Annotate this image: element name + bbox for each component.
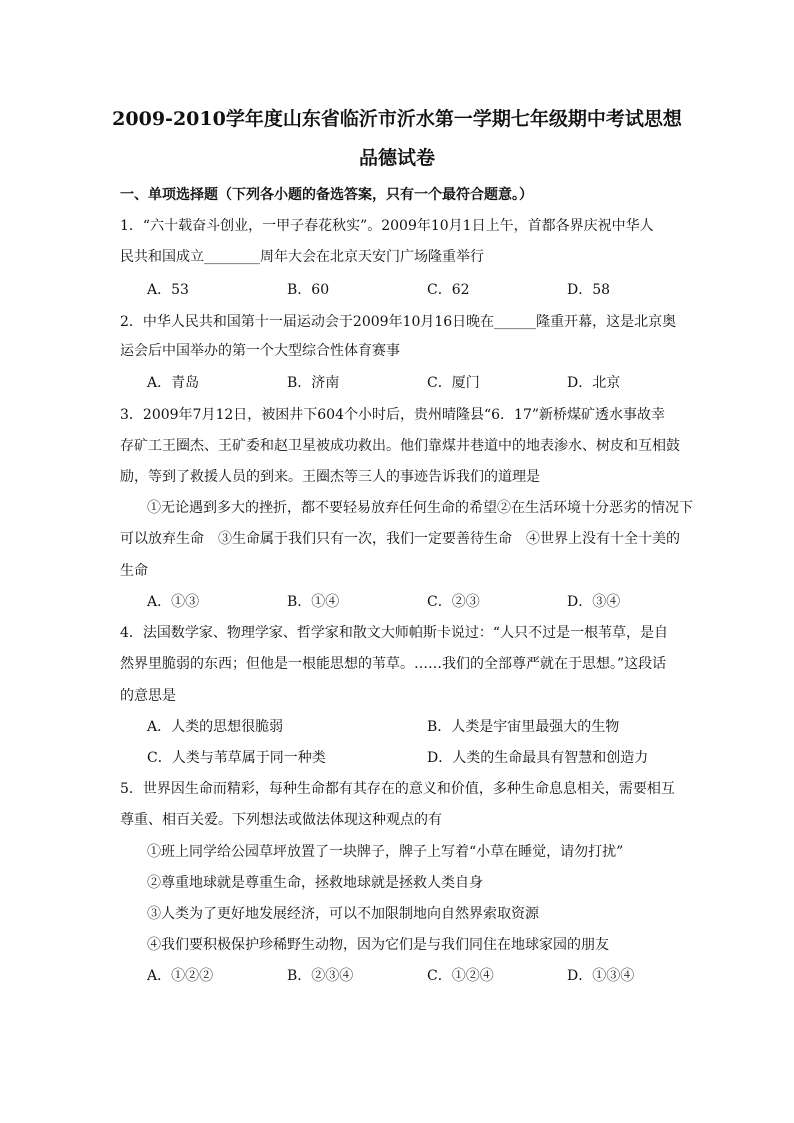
q5-stem-line: 尊重、相百关爱。下列想法或做法体现这种观点的有 — [120, 812, 442, 828]
q5-statement-line: ①班上同学给公园草坪放置了一块牌子，牌子上写着“小草在睡觉，请勿打扰” — [147, 844, 624, 860]
q1-option-a: A．53 — [147, 282, 189, 298]
q4-option-d: D．人类的生命最具有智慧和创造力 — [427, 750, 649, 766]
q5-option-d: D．①③④ — [567, 968, 635, 984]
q4-stem-line: 然界里脆弱的东西；但他是一根能思想的苇草。……我们的全部尊严就在于思想。”这段话 — [120, 656, 667, 672]
q1-stem-line: 1．“六十载奋斗创业，一甲子春花秋实”。2009年10月1日上午，首都各界庆祝中华人 — [120, 218, 654, 234]
q5-statement-line: ②尊重地球就是尊重生命，拯救地球就是拯救人类自身 — [147, 875, 483, 891]
q3-statement-line: 生命 — [120, 563, 148, 579]
section-heading: 一、单项选择题（下列各小题的备选答案，只有一个最符合题意。） — [120, 187, 533, 203]
q3-stem-line: 3．2009年7月12日，被困井下604个小时后，贵州晴隆县“6．17”新桥煤矿透水事故幸 — [120, 407, 666, 423]
q3-statement-line: 可以放弃生命 ③生命属于我们只有一次，我们一定要善待生命 ④世界上没有十全十美的 — [120, 531, 680, 547]
q5-stem-line: 5．世界因生命而精彩，每种生命都有其存在的意义和价值，多种生命息息相关，需要相互 — [120, 781, 675, 797]
q2-option-b: B．济南 — [287, 375, 340, 391]
q3-option-d: D．③④ — [567, 594, 621, 610]
q1-stem-line: 民共和国成立________周年大会在北京天安门广场隆重举行 — [120, 249, 484, 265]
q5-statement-line: ④我们要积极保护珍稀野生动物，因为它们是与我们同住在地球家园的朋友 — [147, 937, 609, 953]
exam-title-line-1: 2009-2010学年度山东省临沂市沂水第一学期七年级期中考试思想 — [112, 108, 682, 130]
q4-option-a: A．人类的思想很脆弱 — [147, 719, 284, 735]
q4-stem-line: 4．法国数学家、物理学家、哲学家和散文大师帕斯卡说过：“人只不过是一根苇草，是自 — [120, 625, 669, 641]
q5-options — [147, 967, 667, 985]
q5-option-c: C．①②④ — [427, 968, 494, 984]
q5-option-b: B．②③④ — [287, 968, 354, 984]
q5-statement-line: ③人类为了更好地发展经济，可以不加限制地向自然界索取资源 — [147, 906, 539, 922]
q5-option-a: A．①②② — [147, 968, 214, 984]
q4-options-row-2 — [147, 749, 687, 767]
q2-option-a: A．青岛 — [147, 375, 200, 391]
q3-stem-line: 存矿工王圈杰、王矿委和赵卫星被成功救出。他们靠煤井巷道中的地表渗水、树皮和互相鼓 — [120, 438, 680, 454]
q3-stem-line: 励，等到了救援人员的到来。王圈杰等三人的事迹告诉我们的道理是 — [120, 469, 540, 485]
q2-option-d: D．北京 — [567, 375, 621, 391]
q1-option-d: D．58 — [567, 282, 611, 298]
q3-statement-line: ①无论遇到多大的挫折，都不要轻易放弃任何生命的希望②在生活环境十分恶劣的情况下 — [147, 500, 693, 516]
q1-option-c: C．62 — [427, 282, 470, 298]
q3-options — [147, 593, 667, 611]
exam-title-line-2: 品德试卷 — [358, 147, 435, 169]
q4-option-c: C．人类与苇草属于同一种类 — [147, 750, 326, 766]
q3-option-c: C．②③ — [427, 594, 480, 610]
q1-option-b: B．60 — [287, 282, 330, 298]
q4-options-row-1 — [147, 718, 687, 736]
q2-option-c: C．厦门 — [427, 375, 480, 391]
q4-stem-line: 的意思是 — [120, 688, 176, 704]
q3-option-b: B．①④ — [287, 594, 340, 610]
q2-stem-line: 运会后中国举办的第一个大型综合性体育赛事 — [120, 343, 400, 359]
q2-options — [147, 374, 667, 392]
q2-stem-line: 2．中华人民共和国第十一届运动会于2009年10月16日晚在______隆重开幕，这是北京奥 — [120, 314, 677, 330]
q1-options — [147, 281, 667, 299]
q4-option-b: B．人类是宇宙里最强大的生物 — [427, 719, 620, 735]
q3-option-a: A．①③ — [147, 594, 200, 610]
